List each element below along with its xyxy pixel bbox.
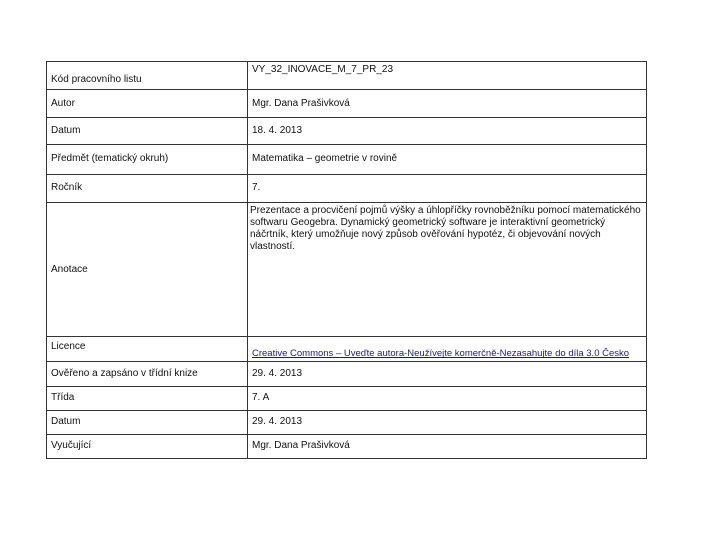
label-grade: Ročník bbox=[47, 174, 248, 202]
label-verified: Ověřeno a zapsáno v třídní knize bbox=[47, 362, 248, 386]
value-licence bbox=[248, 337, 647, 362]
table-row bbox=[47, 386, 647, 410]
licence-link[interactable]: Creative Commons – Uveďte autora-Neužívejte komerčně-Nezasahujte do díla 3.0 Česko bbox=[252, 348, 630, 360]
label-author: Autor bbox=[47, 90, 248, 118]
table-row bbox=[47, 145, 647, 174]
label-teacher: Vyučující bbox=[47, 434, 248, 458]
table-row bbox=[47, 337, 647, 362]
label-worksheet-code: Kód pracovního listu bbox=[47, 62, 248, 90]
table-row bbox=[47, 62, 647, 90]
table-row bbox=[47, 174, 647, 202]
label-licence: Licence bbox=[47, 337, 248, 362]
value-teacher: Mgr. Dana Prašivková bbox=[248, 434, 647, 458]
worksheet-metadata-table bbox=[46, 61, 647, 459]
table-row bbox=[47, 434, 647, 458]
label-subject: Předmět (tematický okruh) bbox=[47, 145, 248, 174]
table-row bbox=[47, 118, 647, 145]
label-date-2: Datum bbox=[47, 410, 248, 434]
value-grade: 7. bbox=[248, 174, 647, 202]
value-date-2: 29. 4. 2013 bbox=[248, 410, 647, 434]
value-subject: Matematika – geometrie v rovině bbox=[248, 145, 647, 174]
value-worksheet-code: VY_32_INOVACE_M_7_PR_23 bbox=[248, 62, 647, 90]
table-row bbox=[47, 90, 647, 118]
label-annotation: Anotace bbox=[47, 202, 248, 337]
value-author: Mgr. Dana Prašivková bbox=[248, 90, 647, 118]
value-verified: 29. 4. 2013 bbox=[248, 362, 647, 386]
table-row bbox=[47, 362, 647, 386]
table-row bbox=[47, 202, 647, 337]
label-class: Třída bbox=[47, 386, 248, 410]
label-date: Datum bbox=[47, 118, 248, 145]
table-row bbox=[47, 410, 647, 434]
value-date: 18. 4. 2013 bbox=[248, 118, 647, 145]
value-class: 7. A bbox=[248, 386, 647, 410]
value-annotation: Prezentace a procvičení pojmů výšky a úhlopříčky rovnoběžníku pomocí matematického softwaru Geogebra. Dynamický geometrický software je interaktivní geometrický náčrtník, který umožňuje nový způsob ověřování hypotéz, či objevování nových vlastností. bbox=[248, 202, 647, 337]
